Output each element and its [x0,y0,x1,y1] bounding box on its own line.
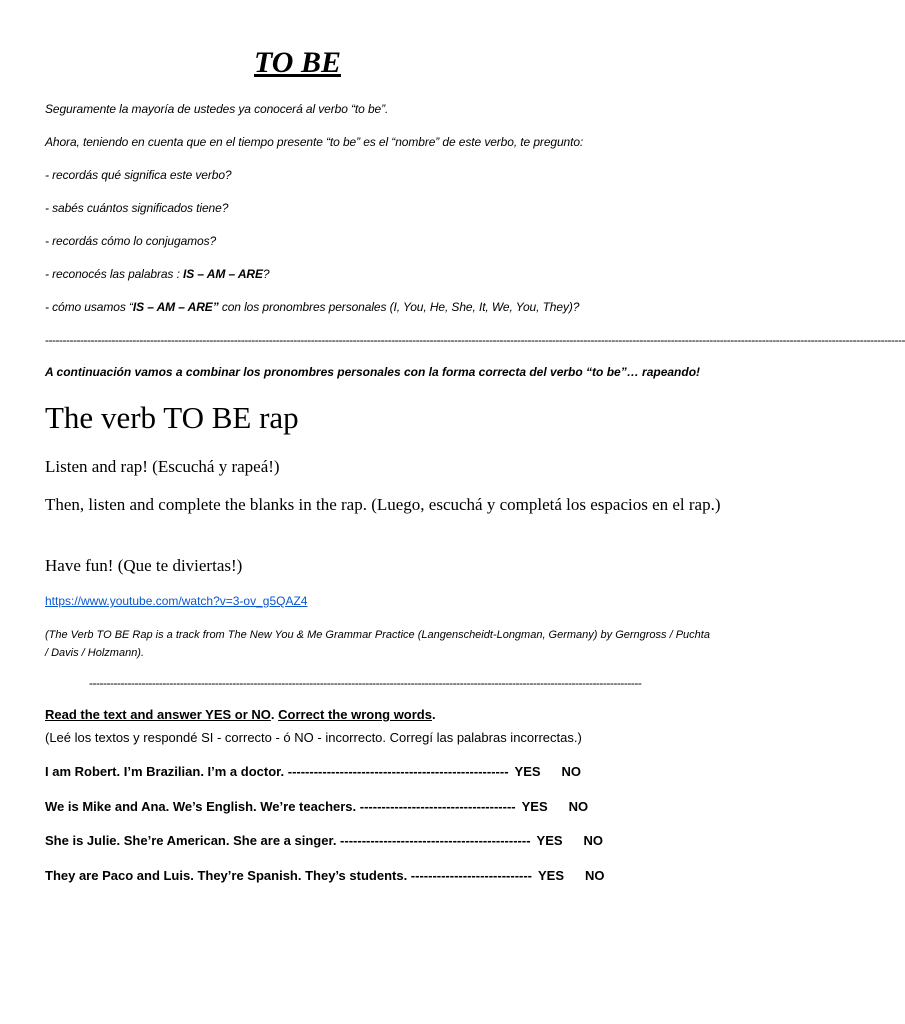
yes-option: YES [514,764,541,779]
rap-fun-text: Have fun! (Que te diviertas!) [45,556,243,575]
task-heading [45,707,436,722]
answer-dashes: ---------------------------- [407,868,533,883]
intro-question-5-bold: IS – AM – ARE” [132,300,219,314]
intro-question-5-suffix: con los pronombres personales (I, You, He, She, It, We, You, They)? [218,300,580,314]
question-text: They are Paco and Luis. They’re Spanish. They’s students. [45,868,408,883]
separator-line-2: -------------------------------------------------------------------------------------------------------------------------------------------------------------- [89,676,642,690]
question-row-2 [45,799,588,814]
intro-question-4-suffix: ? [262,267,270,281]
no-option: NO [585,868,605,883]
intro-question-3: - recordás cómo lo conjugamos? [45,234,217,248]
intro-question-1: - recordás qué significa este verbo? [45,168,232,182]
intro-question-4-prefix: - reconocés las palabras : [45,267,184,281]
intro-question-5-prefix: - cómo usamos “ [45,300,133,314]
question-text: She is Julie. She’re American. She are a singer. [45,833,337,848]
task-heading-part-2: Correct the wrong words [278,707,432,722]
intro-line-1: Seguramente la mayoría de ustedes ya conocerá al verbo “to be”. [45,102,389,116]
no-option: NO [561,764,582,779]
task-heading-end: . [431,707,436,722]
answer-dashes: ------------------------------------ [356,799,516,814]
task-heading-part-1: Read the text and answer YES or NO [45,707,271,722]
rap-listen-text: Listen and rap! (Escuchá y rapeá!) [45,457,280,476]
yes-option: YES [536,833,563,848]
rap-title: The verb TO BE rap [45,400,299,435]
separator-line: ------------------------------------------------------------------------------------------------------------------------------------------------------------------------------------------------------------------------------------------------------ [45,333,905,347]
question-text: We is Mike and Ana. We’s English. We’re teachers. [45,799,357,814]
answer-dashes: --------------------------------------------------- [284,764,509,779]
intro-line-2: Ahora, teniendo en cuenta que en el tiempo presente “to be” es el “nombre” de este verbo, te pregunto: [45,135,584,149]
page-title: TO BE [254,46,341,79]
intro-question-4 [45,267,269,281]
yes-option: YES [538,868,565,883]
intro-question-2: - sabés cuántos significados tiene? [45,201,229,215]
question-text: I am Robert. I’m Brazilian. I’m a doctor. [45,764,285,779]
rap-intro-text: A continuación vamos a combinar los pronombres personales con la forma correcta del verbo “to be”… rapeando! [45,365,701,379]
rap-credit-note: (The Verb TO BE Rap is a track from The New You & Me Grammar Practice (Langenscheidt-Longman, Germany) by Gerngross / Puchta / Davis / Holzmann). [45,629,710,659]
task-heading-separator: . [270,707,279,722]
question-row-4 [45,868,605,883]
question-row-1 [45,764,581,779]
answer-dashes: -------------------------------------------- [336,833,531,848]
intro-question-5 [45,300,579,314]
no-option: NO [583,833,604,848]
youtube-link[interactable]: https://www.youtube.com/watch?v=3-ov_g5QAZ4 [45,594,308,608]
intro-question-4-bold: IS – AM – ARE [183,267,263,281]
no-option: NO [568,799,589,814]
task-instruction: (Leé los textos y respondé SI - correcto - ó NO - incorrecto. Corregí las palabras incorrectas.) [45,730,582,745]
yes-option: YES [521,799,548,814]
question-row-3 [45,833,603,848]
rap-complete-text: Then, listen and complete the blanks in the rap. (Luego, escuchá y completá los espacios en el rap.) [45,495,721,514]
